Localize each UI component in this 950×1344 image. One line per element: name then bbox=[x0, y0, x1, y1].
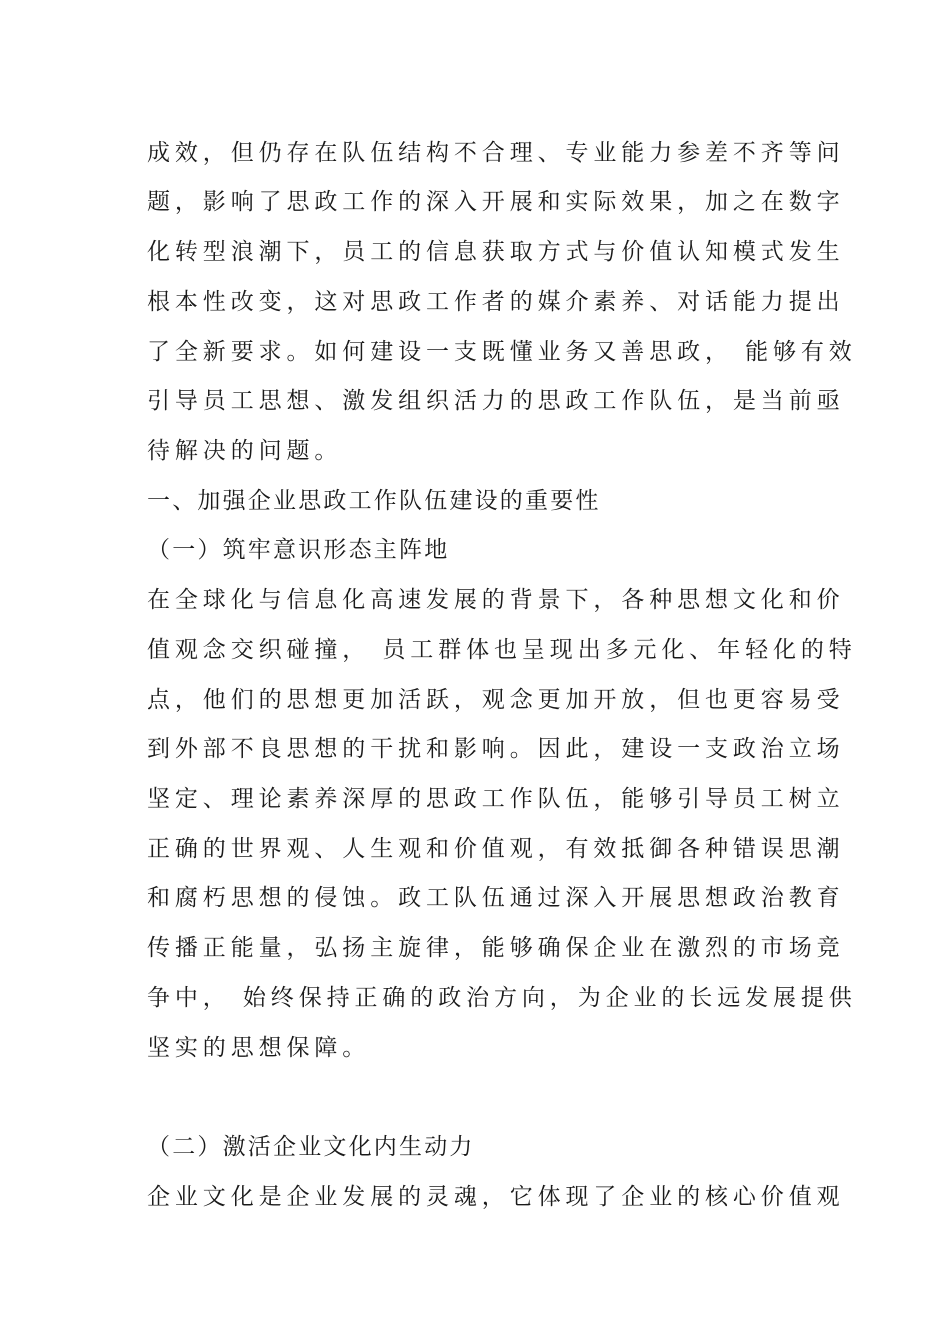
paragraph-line: 题，影响了思政工作的深入开展和实际效果，加之在数字 bbox=[147, 189, 845, 215]
paragraph-line: 传播正能量，弘扬主旋律，能够确保企业在激烈的市场竞 bbox=[147, 935, 845, 961]
subsection-heading: （一）筑牢意识形态主阵地 bbox=[147, 537, 450, 563]
paragraph-line: 化转型浪潮下，员工的信息获取方式与价值认知模式发生 bbox=[147, 239, 845, 265]
paragraph-line: 和腐朽思想的侵蚀。政工队伍通过深入开展思想政治教育 bbox=[147, 885, 845, 911]
paragraph-line: 在全球化与信息化高速发展的背景下，各种思想文化和价 bbox=[147, 587, 845, 613]
paragraph-line: 值观念交织碰撞， 员工群体也呈现出多元化、年轻化的特 bbox=[147, 637, 857, 663]
paragraph-line: 成效，但仍存在队伍结构不合理、专业能力参差不齐等问 bbox=[147, 140, 845, 166]
paragraph-line: 坚实的思想保障。 bbox=[147, 1035, 371, 1061]
paragraph-line: 引导员工思想、激发组织活力的思政工作队伍，是当前亟 bbox=[147, 388, 845, 414]
paragraph-line: 点，他们的思想更加活跃，观念更加开放，但也更容易受 bbox=[147, 687, 845, 713]
subsection-heading: （二）激活企业文化内生动力 bbox=[147, 1134, 475, 1160]
section-heading: 一、加强企业思政工作队伍建设的重要性 bbox=[147, 488, 601, 514]
paragraph-line: 到外部不良思想的干扰和影响。因此，建设一支政治立场 bbox=[147, 736, 845, 762]
paragraph-line: 坚定、理论素养深厚的思政工作队伍，能够引导员工树立 bbox=[147, 786, 845, 812]
paragraph-line: 企业文化是企业发展的灵魂，它体现了企业的核心价值观 bbox=[147, 1184, 845, 1210]
paragraph-line: 根本性改变，这对思政工作者的媒介素养、对话能力提出 bbox=[147, 289, 845, 315]
paragraph-line: 正确的世界观、人生观和价值观，有效抵御各种错误思潮 bbox=[147, 836, 845, 862]
paragraph-line: 待解决的问题。 bbox=[147, 438, 343, 464]
paragraph-line: 了全新要求。如何建设一支既懂业务又善思政， 能够有效 bbox=[147, 339, 857, 365]
paragraph-line: 争中， 始终保持正确的政治方向，为企业的长远发展提供 bbox=[147, 985, 857, 1011]
